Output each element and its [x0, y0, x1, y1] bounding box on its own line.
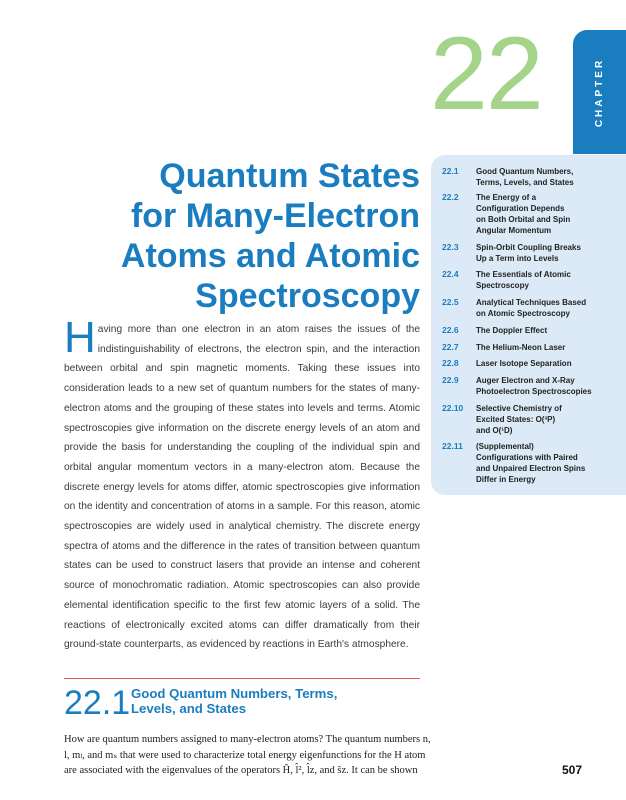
toc-number: 22.3 [442, 242, 459, 252]
title-line: Spectroscopy [195, 277, 420, 315]
toc-title [476, 441, 585, 485]
toc-title [476, 342, 565, 353]
toc-line: Angular Momentum [476, 226, 552, 235]
toc-number: 22.5 [442, 297, 459, 307]
toc-item[interactable] [442, 269, 622, 291]
toc-number: 22.8 [442, 358, 459, 368]
toc-item[interactable] [442, 192, 622, 236]
chapter-tab [573, 30, 626, 154]
toc-number: 22.11 [442, 441, 463, 451]
toc-number: 22.9 [442, 375, 459, 385]
intro-paragraph [64, 313, 420, 655]
toc-line: Up a Term into Levels [476, 254, 559, 263]
intro-text: aving more than one electron in an atom raises the issues of the indistinguishability of electrons, the electron spin, and the interaction between orbital and spin magnetic moments. Taking these issues into consideration leads to a new set of quantum numbers for the states of many-electron atoms and the grouping of these states into levels and terms. Atomic spectroscopies give information on the discrete energy levels of an atom and provide the basis for understanding the coupling of the individual spin and orbital angular momentum vectors in a many-electron atom. Because the discrete energy levels for atoms differ, atomic spectroscopies give information on the identity and concentration of atoms in a sample. For this reason, atomic spectroscopies are widely used in analytical chemistry. The discrete energy spectra of atoms and the difference in the rates of transition between quantum states can be used to construct lasers that provide an intense and coherent source of monochromatic radiation. Atomic spectroscopies can also provide elemental identification specific to the first few atomic layers of a solid. The reactions of electronically excited atoms can differ dramatically from their ground-state counterparts, as evidenced by reactions in Earth's atmosphere. [64, 324, 420, 651]
toc-line: The Essentials of Atomic [476, 270, 571, 279]
toc-item[interactable] [442, 297, 622, 319]
toc-line: Auger Electron and X-Ray [476, 376, 575, 385]
toc-number: 22.6 [442, 325, 459, 335]
toc-line: Spin-Orbit Coupling Breaks [476, 243, 581, 252]
body-line: are associated with the eigenvalues of the operators Ĥ, l̂², l̂z, and ŝz. It can be shown [64, 765, 418, 776]
toc-number: 22.1 [442, 166, 459, 176]
toc-number: 22.2 [442, 192, 459, 202]
toc-line: The Helium-Neon Laser [476, 343, 566, 352]
page-number: 507 [562, 763, 583, 777]
toc-line: (Supplemental) [476, 442, 534, 451]
section-title [131, 686, 337, 716]
toc-line: The Doppler Effect [476, 326, 548, 335]
toc-line: Photoelectron Spectroscopies [476, 387, 592, 396]
body-line: l, mₗ, and mₛ that were used to characterize total energy eigenfunctions for the H atom [64, 749, 426, 761]
toc-item[interactable] [442, 441, 622, 485]
toc-line: Spectroscopy [476, 281, 529, 290]
drop-cap: H [64, 313, 96, 362]
toc-line: Configurations with Paired [476, 453, 578, 462]
body-paragraph [64, 732, 431, 779]
toc-line: Excited States: O(³P) [476, 415, 556, 424]
toc-item[interactable] [442, 358, 622, 369]
toc-line: The Energy of a [476, 193, 537, 202]
toc-line: Good Quantum Numbers, [476, 167, 574, 176]
toc-title [476, 375, 592, 397]
toc-item[interactable] [442, 403, 622, 436]
toc-line: on Both Orbital and Spin [476, 215, 571, 224]
toc-title [476, 325, 547, 336]
chapter-number: 22 [430, 16, 542, 132]
toc-line: Terms, Levels, and States [476, 178, 574, 187]
toc-number: 22.7 [442, 342, 459, 352]
toc-item[interactable] [442, 166, 622, 188]
toc-line: Configuration Depends [476, 204, 565, 213]
toc-line: Analytical Techniques Based [476, 298, 587, 307]
chapter-title [96, 156, 420, 316]
toc-title [476, 192, 570, 236]
body-line: How are quantum numbers assigned to many-electron atoms? The quantum numbers n, [64, 734, 431, 745]
toc-item[interactable] [442, 342, 622, 353]
toc-title [476, 242, 581, 264]
section-divider [64, 678, 420, 679]
toc-title [476, 166, 574, 188]
section-title-line: Good Quantum Numbers, Terms, [131, 686, 338, 701]
toc-title [476, 269, 571, 291]
toc-line: Laser Isotope Separation [476, 359, 572, 368]
toc-line: and O(¹D) [476, 426, 513, 435]
title-line: Atoms and Atomic [120, 237, 420, 275]
chapter-label: CHAPTER [594, 57, 605, 127]
toc-line: and Unpaired Electron Spins [476, 464, 586, 473]
toc-title [476, 297, 586, 319]
toc-title [476, 358, 572, 369]
toc-line: Selective Chemistry of [476, 404, 562, 413]
section-number: 22.1 [64, 684, 131, 722]
toc-number: 22.4 [442, 269, 459, 279]
title-line: Quantum States [159, 157, 420, 195]
toc-item[interactable] [442, 375, 622, 397]
toc-number: 22.10 [442, 403, 464, 413]
title-line: for Many-Electron [130, 197, 420, 235]
toc-title [476, 403, 562, 436]
table-of-contents [431, 155, 626, 495]
toc-line: on Atomic Spectroscopy [476, 309, 570, 318]
toc-item[interactable] [442, 242, 622, 264]
toc-item[interactable] [442, 325, 622, 336]
toc-line: Differ in Energy [476, 475, 536, 484]
section-title-line: Levels, and States [131, 701, 247, 716]
